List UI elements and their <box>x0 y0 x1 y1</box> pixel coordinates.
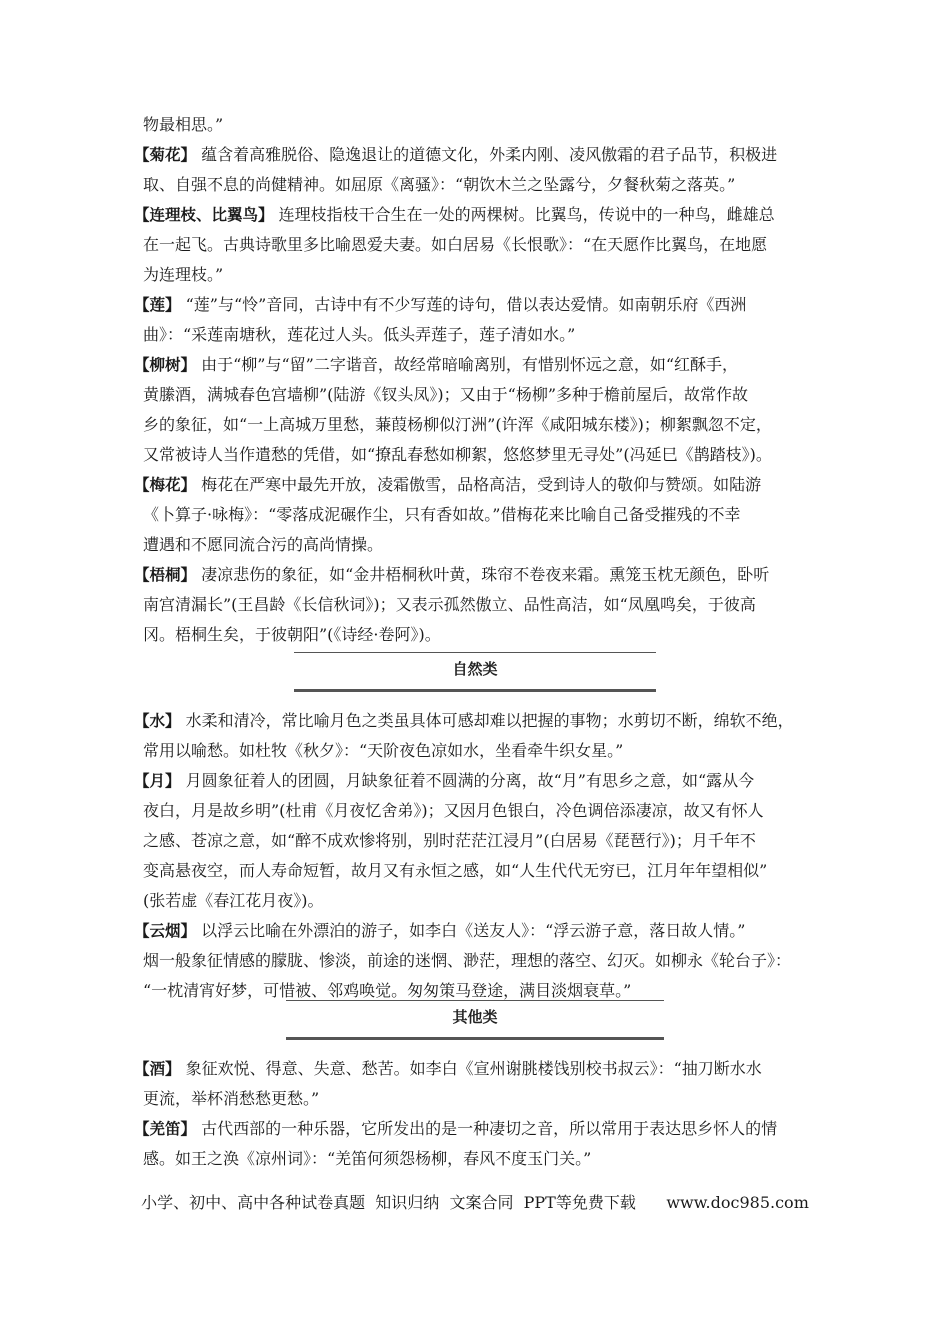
line-text: 凄凉悲伤的象征，如“金井梧桐秋叶黄，珠帘不卷夜来霜。熏笼玉枕无颜色，卧听 <box>201 565 770 584</box>
page-footer: 小学、初中、高中各种试卷真题 知识归纳 文案合同 PPT等免费下载 www.doc985.com <box>141 1193 809 1212</box>
line-text: 梅花在严寒中最先开放，凌霜傲雪，品格高洁，受到诗人的敬仰与赞颂。如陆游 <box>201 475 762 494</box>
text-block-other <box>134 1054 824 1174</box>
text-line <box>134 590 824 620</box>
term-label: 【连理枝、比翼鸟】 <box>134 206 274 224</box>
text-line <box>134 230 824 260</box>
section-title: 自然类 <box>452 660 498 678</box>
line-text: 连理枝指枝干合生在一处的两棵树。比翼鸟，传说中的一种鸟，雌雄总 <box>278 205 775 224</box>
line-text: 象征欢悦、得意、失意、愁苦。如李白《宣州谢朓楼饯别校书叔云》：“抽刀断水水 <box>185 1059 762 1078</box>
text-line <box>134 170 824 200</box>
line-text: 冈。梧桐生矣，于彼朝阳”(《诗经·卷阿》)。 <box>143 625 441 644</box>
line-text: 曲》：“采莲南塘秋，莲花过人头。低头弄莲子，莲子清如水。” <box>143 325 576 344</box>
line-text: 取、自强不息的尚健精神。如屈原《离骚》：“朝饮木兰之坠露兮，夕餐秋菊之落英。” <box>143 175 736 194</box>
text-line <box>134 1144 824 1174</box>
line-text: 之感、苍凉之意，如“醉不成欢惨将别，别时茫茫江浸月”(白居易《琵琶行》)；月千年不 <box>143 831 756 850</box>
text-line <box>134 886 824 916</box>
entry-qiangdi <box>134 1114 824 1144</box>
text-block-plants <box>134 110 824 650</box>
divider <box>286 1000 664 1001</box>
line-text: 古代西部的一种乐器，它所发出的是一种凄切之音，所以常用于表达思乡怀人的情 <box>201 1119 778 1138</box>
line-text: 夜白，月是故乡明”(杜甫《月夜忆舍弟》)；又因月色银白，冷色调倍添凄凉，故又有怀人 <box>143 801 764 820</box>
text-line <box>134 1084 824 1114</box>
term-label: 【云烟】 <box>134 922 197 940</box>
line-text: 《卜算子·咏梅》：“零落成泥碾作尘，只有香如故。”借梅花来比喻自己备受摧残的不幸 <box>143 505 741 524</box>
term-label: 【柳树】 <box>134 356 197 374</box>
term-label: 【酒】 <box>134 1060 181 1078</box>
divider <box>286 1037 664 1040</box>
line-text: “莲”与“怜”音同，古诗中有不少写莲的诗句，借以表达爱情。如南朝乐府《西洲 <box>185 295 747 314</box>
section-header-nature <box>294 652 656 692</box>
entry-meihua <box>134 470 824 500</box>
text-line <box>134 620 824 650</box>
line-text: 烟一般象征情感的朦胧、惨淡，前途的迷惘、渺茫，理想的落空、幻灭。如柳永《轮台子》： <box>143 951 792 970</box>
text-block-nature <box>134 706 824 1006</box>
text-line <box>134 946 824 976</box>
text-line <box>134 500 824 530</box>
line-text: (张若虚《春江花月夜》)。 <box>143 891 324 910</box>
term-label: 【莲】 <box>134 296 181 314</box>
term-label: 【梅花】 <box>134 476 197 494</box>
line-text: 水柔和清冷，常比喻月色之类虽具体可感却难以把握的事物；水剪切不断，绵软不绝， <box>185 711 794 730</box>
text-line <box>134 856 824 886</box>
line-text: 为连理枝。” <box>143 265 224 284</box>
term-label: 【水】 <box>134 712 181 730</box>
entry-yue <box>134 766 824 796</box>
divider <box>294 689 656 692</box>
text-line <box>134 410 824 440</box>
line-text: 月圆象征着人的团圆，月缺象征着不圆满的分离，故“月”有思乡之意，如“露从今 <box>185 771 755 790</box>
text-line <box>134 796 824 826</box>
line-text: 黄縢酒，满城春色宫墙柳”(陆游《钗头凤》)；又由于“杨柳”多种于檐前屋后，故常作故 <box>143 385 749 404</box>
text-line <box>134 736 824 766</box>
line-text: 以浮云比喻在外漂泊的游子，如李白《送友人》：“浮云游子意，落日故人情。” <box>201 921 746 940</box>
entry-shui <box>134 706 824 736</box>
term-label: 【梧桐】 <box>134 566 197 584</box>
text-line <box>134 440 824 470</box>
entry-wutong <box>134 560 824 590</box>
line-text: 又常被诗人当作遣愁的凭借，如“撩乱春愁如柳絮，悠悠梦里无寻处”(冯延巳《鹊踏枝》)。 <box>143 445 772 464</box>
line-text: 物最相思。” <box>143 115 224 134</box>
line-text: 蕴含着高雅脱俗、隐逸退让的道德文化，外柔内刚、凌风傲霜的君子品节，积极进 <box>201 145 778 164</box>
line-text: 在一起飞。古典诗歌里多比喻恩爱夫妻。如白居易《长恨歌》：“在天愿作比翼鸟，在地愿 <box>143 235 768 254</box>
entry-juhua <box>134 140 824 170</box>
text-line <box>134 380 824 410</box>
entry-jiu <box>134 1054 824 1084</box>
text-line <box>134 530 824 560</box>
text-line <box>134 826 824 856</box>
line-text: 更流，举杯消愁愁更愁。” <box>143 1089 320 1108</box>
line-text: 常用以喻愁。如杜牧《秋夕》：“天阶夜色凉如水，坐看牵牛织女星。” <box>143 741 624 760</box>
entry-lianlizhi <box>134 200 824 230</box>
text-line <box>134 260 824 290</box>
term-label: 【羌笛】 <box>134 1120 197 1138</box>
line-text: 乡的象征，如“一上高城万里愁，蒹葭杨柳似汀洲”(许浑《咸阳城东楼》)；柳絮飘忽不定， <box>143 415 772 434</box>
section-header-other <box>286 1000 664 1040</box>
line-text: “一枕清宵好梦，可惜被、邻鸡唤觉。匆匆策马登途，满目淡烟衰草。” <box>143 981 632 1000</box>
text-line <box>134 320 824 350</box>
text-line <box>134 110 824 140</box>
entry-liushu <box>134 350 824 380</box>
term-label: 【月】 <box>134 772 181 790</box>
entry-lian <box>134 290 824 320</box>
line-text: 变高悬夜空，而人寿命短暂，故月又有永恒之感，如“人生代代无穷已，江月年年望相似” <box>143 861 768 880</box>
line-text: 感。如王之涣《凉州词》：“羌笛何须怨杨柳，春风不度玉门关。” <box>143 1149 592 1168</box>
divider <box>294 652 656 653</box>
term-label: 【菊花】 <box>134 146 197 164</box>
line-text: 由于“柳”与“留”二字谐音，故经常暗喻离别，有惜别怀远之意，如“红酥手， <box>201 355 739 374</box>
section-title: 其他类 <box>452 1008 498 1026</box>
entry-yunyan <box>134 916 824 946</box>
line-text: 遭遇和不愿同流合污的高尚情操。 <box>143 535 384 554</box>
line-text: 南宫清漏长”(王昌龄《长信秋词》)；又表示孤然傲立、品性高洁，如“凤凰鸣矣，于彼高 <box>143 595 756 614</box>
